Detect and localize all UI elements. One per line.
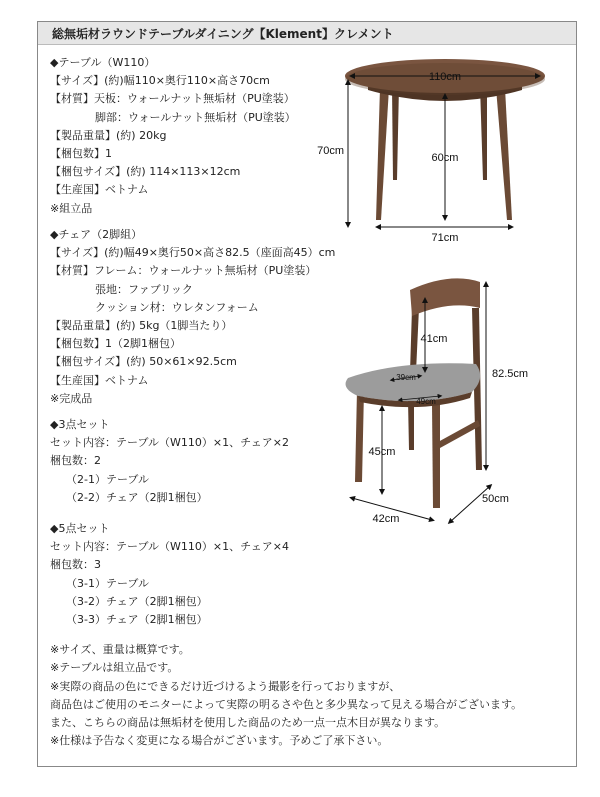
note-size-weight: ※サイズ、重量は概算です。 [50, 643, 190, 656]
set5-contents: セット内容：テーブル（W110）×1、チェア×4 [50, 540, 289, 554]
chair-seat-back-label: 39cm [396, 373, 416, 382]
table-underframe-label: 60cm [431, 152, 459, 164]
set3-spec [50, 416, 289, 507]
chair-width-label: 42cm [372, 513, 400, 525]
note-color-1: ※実際の商品の色にできるだけ近づけるよう撮影を行っておりますが、 [50, 679, 401, 693]
chair-stretcher [438, 420, 480, 448]
chair-spec-weight: 【製品重量】(約) 5kg（1脚当たり） [50, 319, 233, 333]
table-spec [50, 54, 296, 218]
chair-height-label: 82.5cm [492, 368, 529, 380]
table-spec-material-top: 【材質】天板：ウォールナット無垢材（PU塗装） [50, 92, 295, 106]
table-spec-package-size: 【梱包サイズ】(約) 114×113×12cm [50, 165, 241, 179]
chair-backrest [410, 278, 480, 316]
chair-back-leg-left [408, 400, 414, 450]
header-bar [38, 22, 576, 45]
set5-package-2: （3-2）チェア（2脚1梱包） [66, 594, 208, 608]
set3-packages: 梱包数：2 [50, 454, 101, 468]
chair-spec-heading: ◆チェア（2脚組） [50, 228, 143, 241]
chair-spec [50, 226, 335, 408]
table-illustration [300, 50, 570, 250]
table-spec-weight: 【製品重量】(約) 20kg [50, 128, 167, 142]
table-spec-heading: ◆テーブル（W110） [50, 56, 156, 69]
chair-spec-size: 【サイズ】(約)幅49×奥行50×高さ82.5（座面高45）cm [50, 246, 336, 260]
chair-spec-packages: 【梱包数】1（2脚1梱包） [50, 337, 181, 351]
set3-package-1: （2-1）テーブル [66, 472, 149, 486]
table-spec-origin: 【生産国】ベトナム [50, 183, 149, 197]
table-height-label: 70cm [317, 145, 344, 157]
chair-backrest-label: 41cm [420, 333, 448, 345]
chair-front-leg-right [432, 404, 440, 508]
chair-spec-material-fabric: 張地：ファブリック [95, 282, 193, 296]
table-spec-packages: 【梱包数】1 [50, 147, 112, 161]
chair-spec-origin: 【生産国】ベトナム [50, 373, 149, 387]
table-spec-size: 【サイズ】(約)幅110×奥行110×高さ70cm [50, 74, 270, 88]
page-title: 総無垢材ラウンドテーブルダイニング【Klement】クレメント [52, 27, 394, 41]
set3-heading: ◆3点セット [50, 418, 110, 431]
table-leg-back-right [480, 86, 487, 180]
note-wood-grain: また、こちらの商品は無垢材を使用した商品のため一点一点木目が異なります。 [50, 716, 446, 730]
note-spec-change: ※仕様は予告なく変更になる場合がございます。予めご了承下さい。 [50, 734, 389, 748]
chair-spec-note: ※完成品 [50, 391, 93, 405]
chair-back-post-left [410, 308, 419, 372]
set5-packages: 梱包数：3 [50, 558, 101, 572]
table-spec-material-legs: 脚部：ウォールナット無垢材（PU塗装） [95, 110, 296, 124]
notes [50, 641, 522, 751]
chair-seat-front-label: 49cm [416, 397, 436, 406]
table-leg-front-right [496, 88, 512, 220]
table-leg-back-left [392, 86, 399, 180]
chair-seat-height-label: 45cm [368, 446, 396, 458]
chair-depth-label: 50cm [482, 493, 509, 505]
chair-spec-material-frame: 【材質】フレーム：ウォールナット無垢材（PU塗装） [50, 264, 317, 278]
chair-illustration [300, 260, 570, 535]
set5-spec [50, 520, 289, 629]
table-leg-front-left [376, 88, 389, 220]
table-legspan-label: 71cm [431, 232, 459, 244]
note-color-2: 商品色はご使用のモニターによって実際の明るさや色と多少異なって見える場合がございます。 [50, 697, 523, 711]
set5-package-3: （3-3）チェア（2脚1梱包） [66, 613, 208, 627]
note-assembly: ※テーブルは組立品です。 [50, 661, 179, 675]
set3-contents: セット内容：テーブル（W110）×1、チェア×2 [50, 436, 289, 450]
set5-package-1: （3-1）テーブル [66, 576, 149, 590]
chair-spec-package-size: 【梱包サイズ】(約) 50×61×92.5cm [50, 355, 237, 369]
table-spec-note: ※組立品 [50, 201, 93, 215]
chair-spec-material-cushion: クッション材：ウレタンフォーム [95, 300, 259, 314]
set5-heading: ◆5点セット [50, 522, 110, 535]
table-width-label: 110cm [428, 71, 462, 83]
set3-package-2: （2-2）チェア（2脚1梱包） [66, 490, 208, 504]
chair-front-leg-left [355, 390, 364, 482]
